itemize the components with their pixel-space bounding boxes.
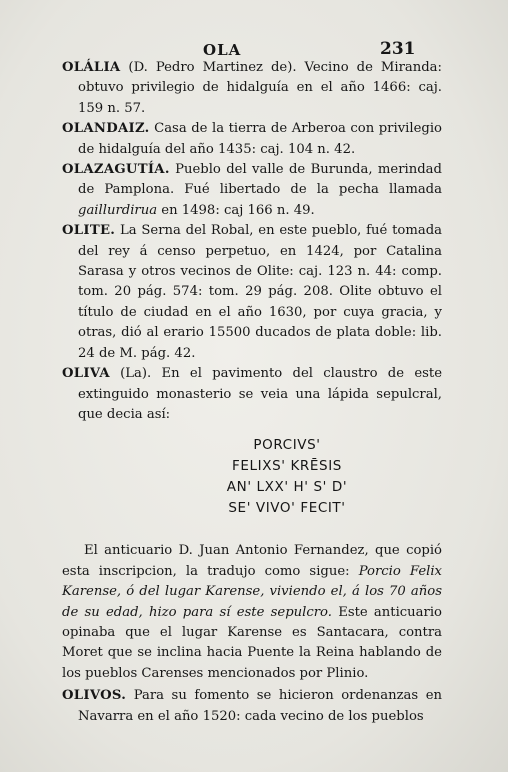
headword: OLANDAIZ. [62,121,150,137]
entry-text: Para su fomento se hicieron ordenanzas en Navarra en el año 1520: cada vecino de los pueblos [78,688,442,724]
entry-text: Pueblo del valle de Burunda, merindad de Pamplona. Fué libertado de la pecha llamada [78,162,442,198]
entry-oliva [62,364,442,425]
inscription [132,435,442,519]
commentary-paragraph [62,541,442,684]
headword: OLITE. [62,223,116,239]
commentary-text: El anticuario D. Juan Antonio Fernandez, que copió esta inscripcion, la tradujo como sigue: [62,543,442,579]
running-head: OLA [203,41,242,59]
inscription-line: FELIXS' KRĒSIS [232,458,342,475]
headword: OLÁLIA [62,60,121,75]
headword: OLIVOS. [62,688,127,704]
inscription-line: PORCIVS' [253,437,321,454]
commentary-text-after: Este anticuario opinaba que el lugar Karense es Santacara, contra Moret que se inclina hacia Puente la Reina hablando de los pueblos Carenses mencionados por Plinio. [62,604,442,681]
entry-text: Casa de la tierra de Arberoa con privilegio de hidalguía del año 1435: caj. 104 n. 42. [78,121,442,157]
entry-olandaiz [62,119,442,160]
entry-text-after: en 1498: caj 166 n. 49. [157,202,315,218]
entry-text: (D. Pedro Martinez de). Vecino de Miranda: obtuvo privilegio de hidalguía en el año 1466: caj. 159 n. 57. [78,60,442,116]
headword: OLAZAGUTÍA. [62,162,170,178]
entry-olivos [62,686,442,727]
entry-olazagutia [62,160,442,221]
headword: OLIVA [62,366,110,382]
entry-italic: gaillurdirua [78,202,158,218]
commentary-translation: Porcio Felix Karense, ó del lugar Karense, viviendo el, á los 70 años de su edad, hizo para sí este sepulcro. [62,563,442,620]
text-block [62,58,442,727]
page-number: 231 [380,39,416,59]
inscription-line: SE' VIVO' FECIT' [228,500,346,517]
entry-olite [62,221,442,364]
entry-olalia [62,58,442,119]
entry-text: (La). En el pavimento del claustro de este extinguido monasterio se veia una lápida sepulcral, que decia así: [78,366,442,422]
inscription-line: AN' LXX' H' S' D' [226,479,348,496]
entry-text: La Serna del Robal, en este pueblo, fué tomada del rey á censo perpetuo, en 1424, por Catalina Sarasa y otros vecinos de Olite: caj. 123 n. 44: comp. tom. 20 pág. 574: tom. 29 pág. 208. Olite obtuvo el título de ciudad en el año 1630, por cuya gracia, y otras, dió al erario 15500 ducados de plata doble: lib. 24 de M. pág. 42. [78,223,442,361]
